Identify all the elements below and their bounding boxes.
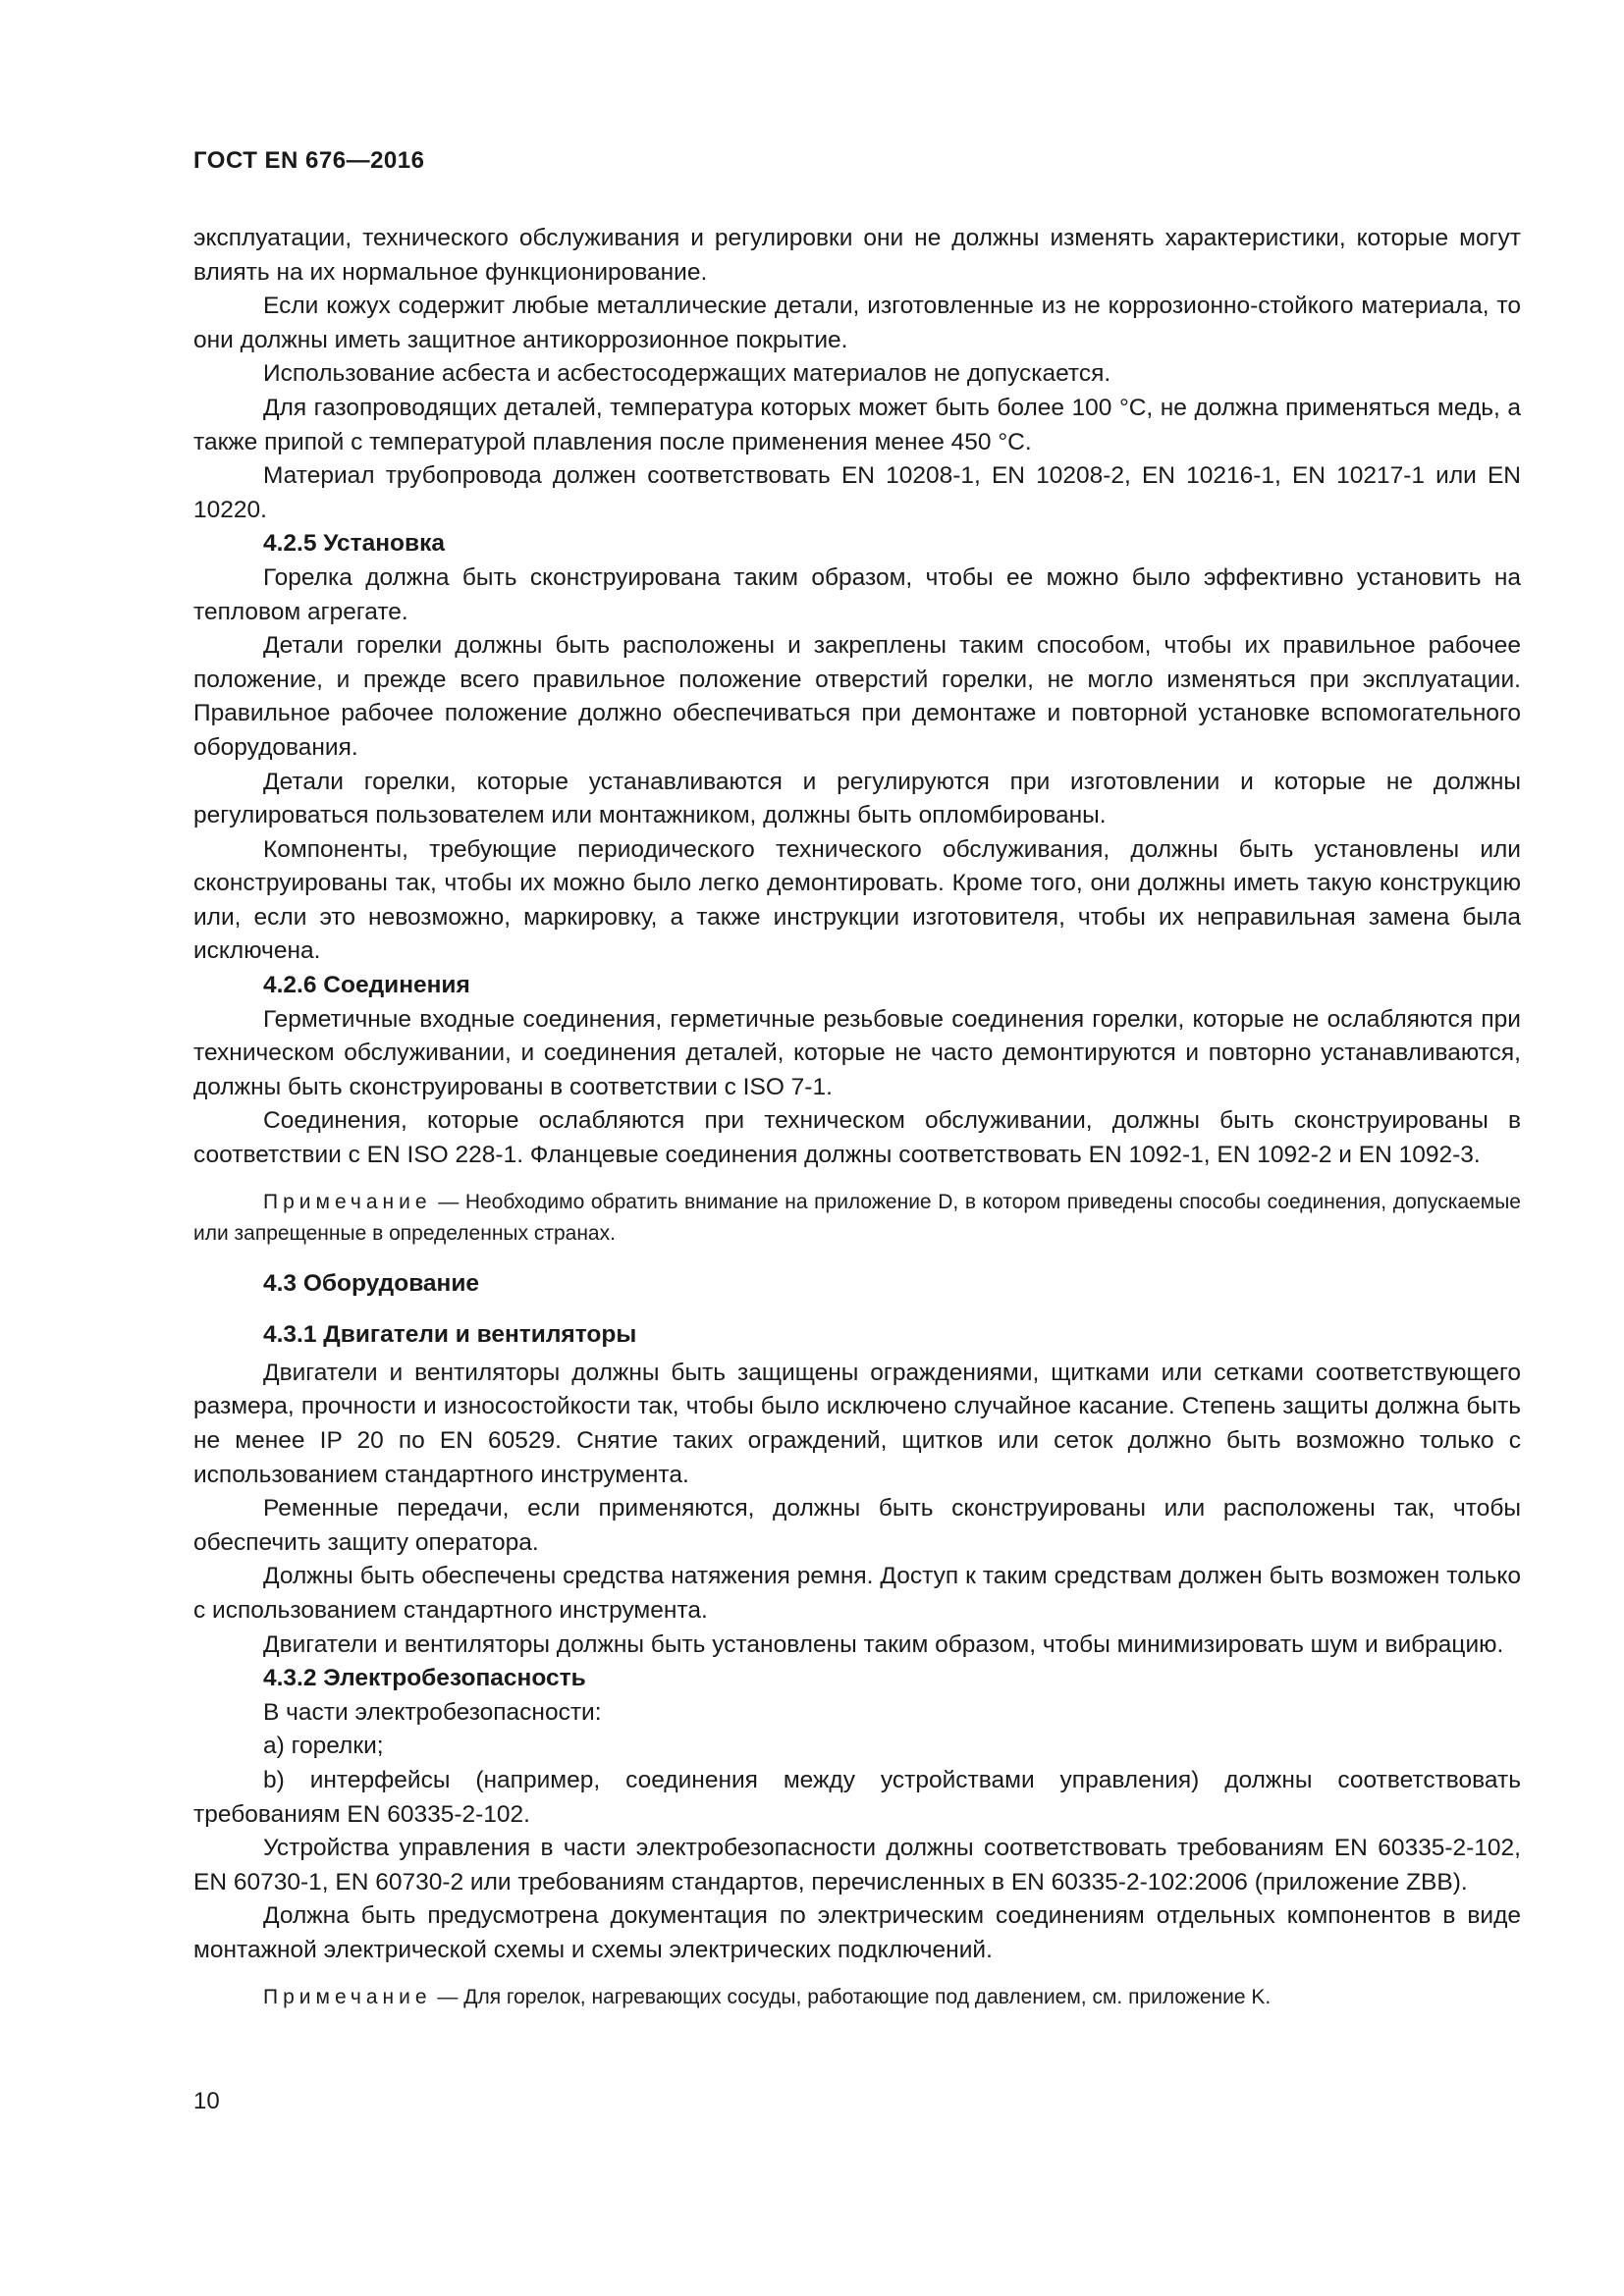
document-header: ГОСТ EN 676—2016 — [193, 147, 425, 174]
section-heading-4-3-2: 4.3.2 Электробезопасность — [263, 1665, 586, 1692]
paragraph: Материал трубопровода должен соответствовать EN 10208-1, EN 10208-2, EN 10216-1, EN 10217-1 или EN 10220. — [193, 462, 1521, 523]
paragraph: Для газопроводящих деталей, температура которых может быть более 100 °С, не должна применяться медь, а также припой с температурой плавления после применения менее 450 °С. — [193, 394, 1521, 455]
paragraph: Если кожух содержит любые металлические детали, изготовленные из не коррозионно-стойкого материала, то они должны иметь защитное антикоррозионное покрытие. — [193, 293, 1521, 353]
paragraph: В части электробезопасности: — [263, 1698, 602, 1726]
section-heading-4-2-6: 4.2.6 Соединения — [263, 972, 470, 999]
paragraph: Горелка должна быть сконструирована таким образом, чтобы ее можно было эффективно установить на тепловом агрегате. — [193, 563, 1521, 625]
note-label: Примечание — [263, 1190, 432, 1213]
document-body — [193, 222, 1521, 2027]
paragraph: Должны быть обеспечены средства натяжения ремня. Доступ к таким средствам должен быть возможен только с использованием стандартного инструмента. — [193, 1563, 1521, 1624]
paragraph: Компоненты, требующие периодического технического обслуживания, должны быть установлены или сконструированы так, чтобы их можно было легко демонтировать. Кроме того, они должны иметь такую конструкцию или, если это невозможно, маркировку, а также инструкции изготовителя, чтобы их неправильная замена была исключена. — [193, 835, 1521, 965]
paragraph: Детали горелки должны быть расположены и закреплены таким способом, чтобы их правильное рабочее положение, и прежде всего правильное положение отверстий горелки, не могло изменяться при эксплуатации. Правильное рабочее положение должно обеспечиваться при демонтаже и повторной установке вспомогательного оборудования. — [193, 632, 1521, 761]
paragraph: Герметичные входные соединения, герметичные резьбовые соединения горелки, которые не ослабляются при техническом обслуживании, и соединения деталей, которые не часто демонтируются и повторно устанавливаются, должны быть сконструированы в соответствии с ISO 7-1. — [193, 1005, 1521, 1100]
note-block — [193, 1187, 1521, 1250]
paragraph: эксплуатации, технического обслуживания и регулировки они не должны изменять характеристики, которые могут влиять на их нормальное функционирование. — [193, 225, 1521, 286]
paragraph: Ременные передачи, если применяются, должны быть сконструированы или расположены так, чтобы обеспечить защиту оператора. — [193, 1495, 1521, 1556]
paragraph: Двигатели и вентиляторы должны быть защищены ограждениями, щитками или сетками соответствующего размера, прочности и износостойкости так, чтобы было исключено случайное касание. Степень защиты должна быть не менее IP 20 по EN 60529. Снятие таких ограждений, щитков или сеток должно быть возможно только с использованием стандартного инструмента. — [193, 1359, 1521, 1488]
section-heading-4-3-1: 4.3.1 Двигатели и вентиляторы — [263, 1321, 637, 1349]
note-text: — Необходимо обратить внимание на приложение D, в котором приведены способы соединения, допускаемые или запрещенные в определенных странах. — [193, 1190, 1521, 1245]
paragraph: Двигатели и вентиляторы должны быть установлены таким образом, чтобы минимизировать шум и вибрацию. — [263, 1630, 1504, 1658]
paragraph: Устройства управления в части электробезопасности должны соответствовать требованиям EN 60335-2-102, EN 60730-1, EN 60730-2 или требованиям стандартов, перечисленных в EN 60335-2-102:2006 (приложение ZBB). — [193, 1835, 1521, 1896]
list-item: a) горелки; — [263, 1733, 384, 1760]
section-heading-4-2-5: 4.2.5 Установка — [263, 530, 445, 558]
list-item: b) интерфейсы (например, соединения между устройствами управления) должны соответствовать требованиям EN 60335-2-102. — [193, 1766, 1521, 1828]
section-heading-4-3: 4.3 Оборудование — [263, 1269, 480, 1297]
note-label: Примечание — [263, 1985, 432, 2008]
note-block — [193, 1982, 1521, 2013]
page-number: 10 — [193, 2088, 220, 2114]
paragraph: Детали горелки, которые устанавливаются и регулируются при изготовлении и которые не должны регулироваться пользователем или монтажником, должны быть опломбированы. — [193, 768, 1521, 829]
paragraph: Соединения, которые ослабляются при техническом обслуживании, должны быть сконструированы в соответствии с EN ISO 228-1. Фланцевые соединения должны соответствовать EN 1092-1, EN 1092-2 и EN 1092-3. — [193, 1107, 1521, 1169]
note-text: — Для горелок, нагревающих сосуды, работающие под давлением, см. приложение K. — [431, 1985, 1272, 2008]
paragraph: Должна быть предусмотрена документация по электрическим соединениям отдельных компонентов в виде монтажной электрической схемы и схемы электрических подключений. — [193, 1902, 1521, 1963]
paragraph: Использование асбеста и асбестосодержащих материалов не допускается. — [263, 360, 1111, 388]
